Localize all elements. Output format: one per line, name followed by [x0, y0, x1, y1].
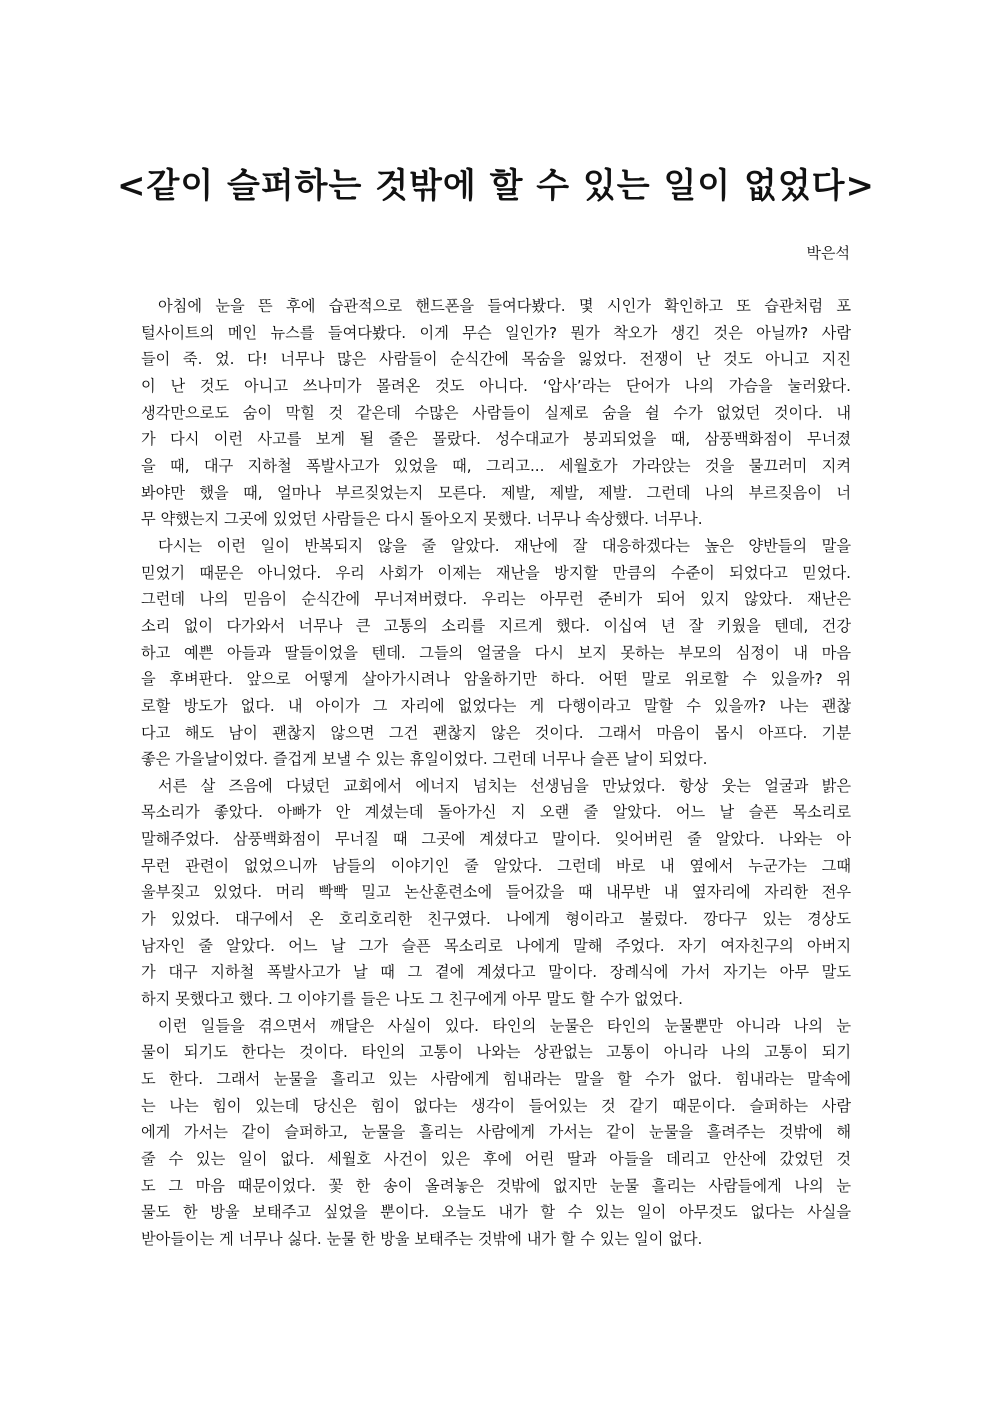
- text-line: 에게 가서는 같이 슬퍼하고, 눈물을 흘리는 사람에게 가서는 같이 눈물을 흘려주는 것밖에 해: [141, 1123, 851, 1142]
- text-line: 털사이트의 메인 뉴스를 들여다봤다. 이게 무슨 일인가? 뭔가 착오가 생긴 것은 아닐까? 사람: [141, 323, 851, 342]
- paragraph: [141, 773, 851, 1013]
- text-line: 소리 없이 다가와서 너무나 큰 고통의 소리를 지르게 했다. 이십여 년 잘 키웠을 텐데, 건강: [141, 616, 851, 635]
- text-line: 다고 해도 남이 괜찮지 않으면 그건 괜찮지 않은 것이다. 그래서 마음이 몹시 아프다. 기분: [141, 723, 851, 742]
- text-line: 말해주었다. 삼풍백화점이 무너질 때 그곳에 계셨다고 말이다. 잊어버린 줄 알았다. 나와는 아: [141, 830, 851, 849]
- paragraph: [141, 293, 851, 533]
- text-line: 서른 살 즈음에 다녔던 교회에서 에너지 넘치는 선생님을 만났었다. 항상 웃는 얼굴과 밝은: [158, 776, 851, 795]
- text-line: 들이 죽. 었. 다! 너무나 많은 사람들이 순식간에 목숨을 잃었다. 전쟁이 난 것도 아니고 지진: [141, 350, 851, 369]
- document-body: [141, 293, 851, 1253]
- document-title: <같이 슬퍼하는 것밖에 할 수 있는 일이 없었다>: [116, 166, 876, 206]
- text-line: 아침에 눈을 뜬 후에 습관적으로 핸드폰을 들여다봤다. 몇 시인가 확인하고 또 습관처럼 포: [158, 297, 851, 315]
- text-line: 물도 한 방울 보태주고 싶었을 뿐이다. 오늘도 내가 할 수 있는 일이 아무것도 없다는 사실을: [141, 1203, 851, 1222]
- text-line: 을 후벼판다. 앞으로 어떻게 살아가시려나 암울하기만 하다. 어떤 말로 위로할 수 있을까? 위: [141, 670, 851, 689]
- text-line: 좋은 가을날이었다. 즐겁게 보낼 수 있는 휴일이었다. 그런데 너무나 슬픈 날이 되었다.: [141, 750, 708, 769]
- text-line: 받아들이는 게 너무나 싫다. 눈물 한 방울 보태주는 것밖에 내가 할 수 있는 일이 없다.: [141, 1229, 703, 1248]
- text-line: 무 약했는지 그곳에 있었던 사람들은 다시 돌아오지 못했다. 너무나 속상했다. 너무나.: [141, 510, 703, 529]
- text-line: 하지 못했다고 했다. 그 이야기를 들은 나도 그 친구에게 아무 말도 할 수가 없었다.: [141, 990, 683, 1009]
- text-line: 하고 예쁜 아들과 딸들이었을 텐데. 그들의 얼굴을 다시 보지 못하는 부모의 심정이 내 마음: [141, 643, 851, 662]
- text-line: 로할 방도가 없다. 내 아이가 그 자리에 없었다는 게 다행이라고 말할 수 있을까? 나는 괜찮: [141, 696, 851, 715]
- text-line: 가 대구 지하철 폭발사고가 날 때 그 곁에 계셨다고 말이다. 장례식에 가서 자기는 아무 말도: [141, 963, 851, 982]
- text-line: 물이 되기도 한다는 것이다. 타인의 고통이 나와는 상관없는 고통이 아니라 나의 고통이 되기: [141, 1043, 851, 1062]
- author-name: 박은석: [806, 244, 850, 262]
- paragraph: [141, 533, 851, 773]
- text-line: 봐야만 했을 때, 얼마나 부르짖었는지 모른다. 제발, 제발, 제발. 그런데 나의 부르짖음이 너: [141, 483, 851, 502]
- text-line: 도 그 마음 때문이었다. 꽃 한 송이 올려놓은 것밖에 없지만 눈물 흘리는 사람들에게 나의 눈: [141, 1176, 851, 1195]
- text-line: 생각만으로도 숨이 막힐 것 같은데 수많은 사람들이 실제로 숨을 쉴 수가 없었던 것이다. 내: [141, 403, 851, 422]
- text-line: 가 있었다. 대구에서 온 호리호리한 친구였다. 나에게 형이라고 불렀다. 깡다구 있는 경상도: [141, 910, 851, 929]
- text-line: 무런 관련이 없었으니까 남들의 이야기인 줄 알았다. 그런데 바로 내 옆에서 누군가는 그때: [141, 856, 851, 875]
- text-line: 그런데 나의 믿음이 순식간에 무너져버렸다. 우리는 아무런 준비가 되어 있지 않았다. 재난은: [141, 590, 851, 609]
- text-line: 믿었기 때문은 아니었다. 우리 사회가 이제는 재난을 방지할 만큼의 수준이 되었다고 믿었다.: [141, 563, 851, 582]
- text-line: 도 한다. 그래서 눈물을 흘리고 있는 사람에게 힘내라는 말을 할 수가 없다. 힘내라는 말속에: [141, 1070, 851, 1089]
- text-line: 울부짖고 있었다. 머리 빡빡 밀고 논산훈련소에 들어갔을 때 내무반 내 옆자리에 자리한 전우: [141, 883, 851, 902]
- text-line: 남자인 줄 알았다. 어느 날 그가 슬픈 목소리로 나에게 말해 주었다. 자기 여자친구의 아버지: [141, 936, 851, 955]
- text-line: 목소리가 좋았다. 아빠가 안 계셨는데 돌아가신 지 오랜 줄 알았다. 어느 날 슬픈 목소리로: [141, 803, 851, 822]
- text-line: 는 나는 힘이 있는데 당신은 힘이 없다는 생각이 들어있는 것 같기 때문이다. 슬퍼하는 사람: [141, 1096, 851, 1115]
- paragraph: [141, 1013, 851, 1253]
- text-line: 이 난 것도 아니고 쓰나미가 몰려온 것도 아니다. ‘압사’라는 단어가 나의 가슴을 눌러왔다.: [141, 376, 851, 395]
- text-line: 을 때, 대구 지하철 폭발사고가 있었을 때, 그리고... 세월호가 가라앉는 것을 물끄러미 지켜: [141, 456, 851, 475]
- text-line: 다시는 이런 일이 반복되지 않을 줄 알았다. 재난에 잘 대응하겠다는 높은 양반들의 말을: [158, 536, 851, 555]
- text-line: 가 다시 이런 사고를 보게 될 줄은 몰랐다. 성수대교가 붕괴되었을 때, 삼풍백화점이 무너졌: [141, 430, 851, 449]
- text-line: 줄 수 있는 일이 없다. 세월호 사건이 있은 후에 어린 딸과 아들을 데리고 안산에 갔었던 것: [141, 1150, 851, 1168]
- text-line: 이런 일들을 겪으면서 깨달은 사실이 있다. 타인의 눈물은 타인의 눈물뿐만 아니라 나의 눈: [158, 1016, 851, 1035]
